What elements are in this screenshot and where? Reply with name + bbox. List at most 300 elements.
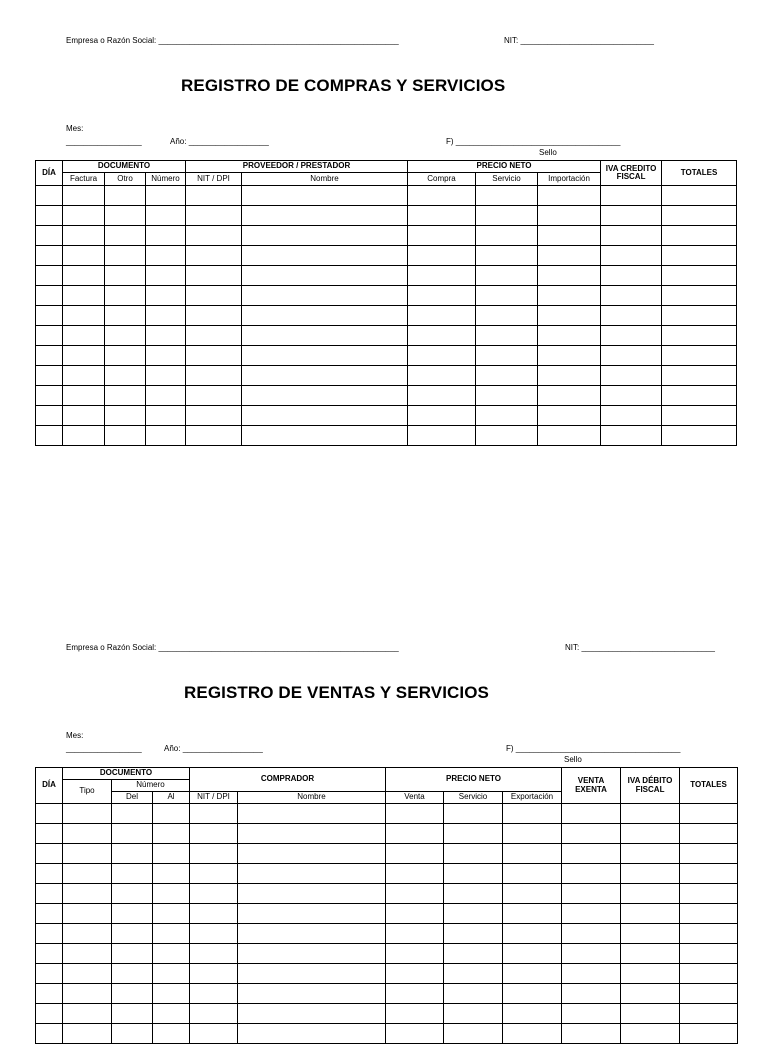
- ventas-table-cell[interactable]: [680, 1024, 738, 1044]
- ventas-table-cell[interactable]: [680, 804, 738, 824]
- ventas-table-cell[interactable]: [190, 844, 238, 864]
- ventas-table-cell[interactable]: [444, 984, 503, 1004]
- compras-table-cell[interactable]: [36, 346, 63, 366]
- ventas-table-cell[interactable]: [444, 924, 503, 944]
- ventas-table-cell[interactable]: [36, 984, 63, 1004]
- compras-table-cell[interactable]: [476, 306, 538, 326]
- compras-table-cell[interactable]: [662, 226, 737, 246]
- compras-table-cell[interactable]: [662, 386, 737, 406]
- compras-table-cell[interactable]: [105, 246, 146, 266]
- compras-table-cell[interactable]: [242, 386, 408, 406]
- ventas-table-cell[interactable]: [190, 964, 238, 984]
- compras-table-cell[interactable]: [63, 346, 105, 366]
- compras-table-cell[interactable]: [538, 406, 601, 426]
- ventas-table-cell[interactable]: [112, 964, 153, 984]
- ventas-table-cell[interactable]: [63, 824, 112, 844]
- compras-table-cell[interactable]: [538, 286, 601, 306]
- compras-table-cell[interactable]: [36, 306, 63, 326]
- ventas-table-cell[interactable]: [63, 944, 112, 964]
- ventas-table-cell[interactable]: [63, 1004, 112, 1024]
- ventas-table-cell[interactable]: [190, 824, 238, 844]
- ventas-table-cell[interactable]: [190, 904, 238, 924]
- compras-table-cell[interactable]: [186, 226, 242, 246]
- compras-table-cell[interactable]: [538, 326, 601, 346]
- compras-table-cell[interactable]: [146, 326, 186, 346]
- ventas-table-cell[interactable]: [503, 984, 562, 1004]
- compras-table-cell[interactable]: [105, 426, 146, 446]
- ventas-table-cell[interactable]: [63, 984, 112, 1004]
- compras-table-cell[interactable]: [63, 326, 105, 346]
- compras-table-cell[interactable]: [146, 366, 186, 386]
- compras-table-cell[interactable]: [408, 266, 476, 286]
- compras-table-cell[interactable]: [476, 346, 538, 366]
- ventas-table-cell[interactable]: [503, 964, 562, 984]
- compras-table-cell[interactable]: [408, 406, 476, 426]
- ventas-table-cell[interactable]: [621, 964, 680, 984]
- compras-table-cell[interactable]: [146, 346, 186, 366]
- ventas-table-cell[interactable]: [444, 1024, 503, 1044]
- compras-table-cell[interactable]: [601, 366, 662, 386]
- compras-table-cell[interactable]: [476, 426, 538, 446]
- ventas-table-cell[interactable]: [680, 944, 738, 964]
- compras-table-cell[interactable]: [662, 206, 737, 226]
- ventas-table-cell[interactable]: [36, 904, 63, 924]
- compras-table-cell[interactable]: [63, 266, 105, 286]
- ventas-table-cell[interactable]: [680, 844, 738, 864]
- compras-table-cell[interactable]: [476, 266, 538, 286]
- compras-table-cell[interactable]: [186, 346, 242, 366]
- compras-table-cell[interactable]: [105, 386, 146, 406]
- ventas-table-cell[interactable]: [190, 884, 238, 904]
- ventas-table-cell[interactable]: [36, 924, 63, 944]
- compras-table-cell[interactable]: [408, 426, 476, 446]
- compras-table-cell[interactable]: [36, 266, 63, 286]
- ventas-table-cell[interactable]: [444, 824, 503, 844]
- compras-table-cell[interactable]: [601, 186, 662, 206]
- compras-table-cell[interactable]: [662, 426, 737, 446]
- ventas-table-cell[interactable]: [238, 984, 386, 1004]
- ventas-table-cell[interactable]: [680, 884, 738, 904]
- ventas-table-cell[interactable]: [112, 864, 153, 884]
- ventas-table-cell[interactable]: [190, 1024, 238, 1044]
- ventas-table-cell[interactable]: [36, 824, 63, 844]
- ventas-table-cell[interactable]: [112, 844, 153, 864]
- compras-table-cell[interactable]: [476, 326, 538, 346]
- ventas-table-cell[interactable]: [63, 864, 112, 884]
- compras-mes-field[interactable]: _________________: [66, 137, 142, 146]
- compras-table-cell[interactable]: [476, 406, 538, 426]
- ventas-table-cell[interactable]: [386, 864, 444, 884]
- ventas-table-cell[interactable]: [562, 804, 621, 824]
- ventas-anio-field[interactable]: __________________: [182, 744, 263, 753]
- ventas-table-cell[interactable]: [238, 804, 386, 824]
- ventas-table-cell[interactable]: [112, 884, 153, 904]
- compras-table-cell[interactable]: [662, 246, 737, 266]
- compras-table-cell[interactable]: [242, 406, 408, 426]
- compras-table-cell[interactable]: [601, 306, 662, 326]
- ventas-table-cell[interactable]: [503, 824, 562, 844]
- ventas-table-cell[interactable]: [36, 804, 63, 824]
- compras-table-cell[interactable]: [186, 326, 242, 346]
- compras-table-cell[interactable]: [63, 406, 105, 426]
- compras-table-cell[interactable]: [146, 286, 186, 306]
- compras-table-cell[interactable]: [662, 406, 737, 426]
- ventas-table-cell[interactable]: [562, 984, 621, 1004]
- compras-table-cell[interactable]: [242, 326, 408, 346]
- compras-table-cell[interactable]: [662, 266, 737, 286]
- ventas-table-cell[interactable]: [63, 844, 112, 864]
- ventas-table-cell[interactable]: [386, 904, 444, 924]
- ventas-table-cell[interactable]: [503, 904, 562, 924]
- ventas-table-cell[interactable]: [562, 824, 621, 844]
- compras-table-cell[interactable]: [36, 286, 63, 306]
- compras-table-cell[interactable]: [146, 306, 186, 326]
- ventas-table-cell[interactable]: [503, 1004, 562, 1024]
- compras-table-cell[interactable]: [36, 326, 63, 346]
- ventas-table-cell[interactable]: [503, 844, 562, 864]
- compras-table-cell[interactable]: [476, 366, 538, 386]
- ventas-table-cell[interactable]: [153, 864, 190, 884]
- ventas-table-cell[interactable]: [190, 804, 238, 824]
- ventas-table-cell[interactable]: [190, 944, 238, 964]
- compras-table-cell[interactable]: [146, 406, 186, 426]
- ventas-table-cell[interactable]: [238, 864, 386, 884]
- ventas-table-cell[interactable]: [153, 984, 190, 1004]
- compras-empresa-field[interactable]: ______________________________________________________: [158, 36, 399, 45]
- ventas-table-cell[interactable]: [503, 884, 562, 904]
- compras-table-cell[interactable]: [146, 226, 186, 246]
- compras-table-cell[interactable]: [242, 266, 408, 286]
- compras-table-cell[interactable]: [186, 426, 242, 446]
- ventas-table-cell[interactable]: [621, 904, 680, 924]
- ventas-table-cell[interactable]: [190, 864, 238, 884]
- ventas-table-cell[interactable]: [444, 964, 503, 984]
- ventas-table-cell[interactable]: [386, 944, 444, 964]
- compras-table-cell[interactable]: [186, 386, 242, 406]
- ventas-table-cell[interactable]: [386, 1004, 444, 1024]
- ventas-table-cell[interactable]: [386, 804, 444, 824]
- ventas-table-cell[interactable]: [680, 864, 738, 884]
- ventas-table-cell[interactable]: [621, 1024, 680, 1044]
- ventas-table-cell[interactable]: [36, 1024, 63, 1044]
- compras-table-cell[interactable]: [36, 186, 63, 206]
- compras-table-cell[interactable]: [105, 186, 146, 206]
- ventas-table-cell[interactable]: [621, 824, 680, 844]
- compras-table-cell[interactable]: [408, 206, 476, 226]
- ventas-table-cell[interactable]: [36, 884, 63, 904]
- compras-table-cell[interactable]: [476, 246, 538, 266]
- compras-table-cell[interactable]: [63, 246, 105, 266]
- ventas-table-cell[interactable]: [238, 964, 386, 984]
- ventas-table-cell[interactable]: [238, 884, 386, 904]
- ventas-table-cell[interactable]: [238, 1004, 386, 1024]
- ventas-table-cell[interactable]: [621, 884, 680, 904]
- ventas-table-cell[interactable]: [562, 924, 621, 944]
- compras-table-cell[interactable]: [36, 426, 63, 446]
- ventas-table-cell[interactable]: [562, 1024, 621, 1044]
- ventas-table-cell[interactable]: [680, 824, 738, 844]
- compras-table-cell[interactable]: [538, 266, 601, 286]
- ventas-table-cell[interactable]: [621, 864, 680, 884]
- ventas-table-cell[interactable]: [503, 804, 562, 824]
- ventas-table-cell[interactable]: [444, 864, 503, 884]
- compras-table-cell[interactable]: [662, 286, 737, 306]
- header-numero: Número: [112, 780, 190, 792]
- compras-table-cell[interactable]: [662, 326, 737, 346]
- compras-table-cell[interactable]: [601, 246, 662, 266]
- ventas-table-cell[interactable]: [444, 884, 503, 904]
- ventas-table-cell[interactable]: [562, 1004, 621, 1024]
- compras-firma-label: F): [446, 137, 454, 146]
- compras-table-cell[interactable]: [242, 306, 408, 326]
- ventas-table-cell[interactable]: [112, 1004, 153, 1024]
- ventas-table-cell[interactable]: [503, 864, 562, 884]
- compras-table-cell[interactable]: [601, 406, 662, 426]
- compras-table-cell[interactable]: [476, 386, 538, 406]
- compras-table-cell[interactable]: [105, 366, 146, 386]
- ventas-table-cell[interactable]: [562, 904, 621, 924]
- ventas-table-cell[interactable]: [562, 844, 621, 864]
- ventas-table-cell[interactable]: [112, 944, 153, 964]
- compras-table-cell[interactable]: [601, 266, 662, 286]
- ventas-table-cell[interactable]: [621, 924, 680, 944]
- compras-table-cell[interactable]: [476, 226, 538, 246]
- compras-table-cell[interactable]: [408, 346, 476, 366]
- compras-table-cell[interactable]: [601, 346, 662, 366]
- compras-table-cell[interactable]: [186, 186, 242, 206]
- ventas-table-cell[interactable]: [36, 964, 63, 984]
- ventas-table-cell[interactable]: [503, 924, 562, 944]
- ventas-table-cell[interactable]: [63, 904, 112, 924]
- ventas-table-cell[interactable]: [153, 924, 190, 944]
- compras-table-cell[interactable]: [186, 286, 242, 306]
- compras-table-cell[interactable]: [186, 246, 242, 266]
- compras-table-cell[interactable]: [146, 426, 186, 446]
- ventas-table-cell[interactable]: [386, 964, 444, 984]
- ventas-table-cell[interactable]: [386, 924, 444, 944]
- compras-table-cell[interactable]: [662, 186, 737, 206]
- compras-table-cell[interactable]: [186, 306, 242, 326]
- ventas-table-cell[interactable]: [238, 824, 386, 844]
- compras-table-cell[interactable]: [63, 226, 105, 246]
- compras-table-cell[interactable]: [36, 366, 63, 386]
- ventas-table-cell[interactable]: [386, 844, 444, 864]
- ventas-table-cell[interactable]: [562, 884, 621, 904]
- ventas-table-cell[interactable]: [112, 924, 153, 944]
- compras-table-cell[interactable]: [105, 326, 146, 346]
- ventas-table-cell[interactable]: [63, 884, 112, 904]
- compras-table-cell[interactable]: [538, 306, 601, 326]
- compras-table-cell[interactable]: [242, 186, 408, 206]
- ventas-empresa-field[interactable]: ______________________________________________________: [158, 643, 399, 652]
- compras-table-cell[interactable]: [105, 406, 146, 426]
- ventas-nit-field[interactable]: ______________________________: [581, 643, 715, 652]
- compras-table-cell[interactable]: [601, 226, 662, 246]
- compras-table-cell[interactable]: [408, 186, 476, 206]
- ventas-table-cell[interactable]: [386, 1024, 444, 1044]
- ventas-table-cell[interactable]: [190, 984, 238, 1004]
- compras-table-cell[interactable]: [186, 406, 242, 426]
- ventas-table-cell[interactable]: [36, 944, 63, 964]
- compras-table-cell[interactable]: [408, 326, 476, 346]
- ventas-table-cell[interactable]: [238, 1024, 386, 1044]
- ventas-table-cell[interactable]: [112, 1024, 153, 1044]
- compras-table-cell[interactable]: [63, 186, 105, 206]
- ventas-table-cell[interactable]: [680, 1004, 738, 1024]
- ventas-table-cell[interactable]: [386, 824, 444, 844]
- ventas-table-cell[interactable]: [562, 944, 621, 964]
- compras-table-cell[interactable]: [186, 366, 242, 386]
- ventas-table-cell[interactable]: [36, 844, 63, 864]
- compras-table-cell[interactable]: [36, 206, 63, 226]
- compras-table-cell[interactable]: [538, 366, 601, 386]
- compras-table-cell[interactable]: [146, 386, 186, 406]
- compras-table-cell[interactable]: [538, 346, 601, 366]
- ventas-table-cell[interactable]: [190, 924, 238, 944]
- ventas-table-cell[interactable]: [503, 1024, 562, 1044]
- ventas-table-cell[interactable]: [63, 804, 112, 824]
- compras-table-cell[interactable]: [105, 206, 146, 226]
- compras-table-cell[interactable]: [538, 386, 601, 406]
- compras-table-cell[interactable]: [105, 266, 146, 286]
- compras-table-cell[interactable]: [63, 206, 105, 226]
- compras-table-cell[interactable]: [105, 346, 146, 366]
- ventas-table-cell[interactable]: [112, 904, 153, 924]
- compras-table-cell[interactable]: [242, 366, 408, 386]
- compras-table-cell[interactable]: [662, 306, 737, 326]
- ventas-table-cell[interactable]: [680, 984, 738, 1004]
- compras-table-cell[interactable]: [408, 386, 476, 406]
- ventas-table-cell[interactable]: [63, 924, 112, 944]
- header-dia: DÍA: [36, 161, 63, 186]
- ventas-table-cell[interactable]: [386, 884, 444, 904]
- compras-table-cell[interactable]: [242, 346, 408, 366]
- compras-table-cell[interactable]: [105, 226, 146, 246]
- compras-table-cell[interactable]: [538, 206, 601, 226]
- ventas-table-cell[interactable]: [444, 1004, 503, 1024]
- compras-table-cell[interactable]: [105, 286, 146, 306]
- ventas-table-cell[interactable]: [63, 964, 112, 984]
- compras-table-cell[interactable]: [408, 286, 476, 306]
- compras-table-cell[interactable]: [408, 366, 476, 386]
- ventas-table-cell[interactable]: [238, 924, 386, 944]
- compras-table-cell[interactable]: [476, 186, 538, 206]
- ventas-table-cell[interactable]: [621, 1004, 680, 1024]
- compras-table-cell[interactable]: [601, 286, 662, 306]
- compras-table-cell[interactable]: [146, 186, 186, 206]
- compras-table-cell[interactable]: [242, 246, 408, 266]
- ventas-table-cell[interactable]: [444, 804, 503, 824]
- compras-table-cell[interactable]: [538, 246, 601, 266]
- ventas-table-cell[interactable]: [621, 804, 680, 824]
- ventas-table-cell[interactable]: [153, 804, 190, 824]
- ventas-table-cell[interactable]: [503, 944, 562, 964]
- compras-table-cell[interactable]: [242, 206, 408, 226]
- compras-table-cell[interactable]: [476, 286, 538, 306]
- ventas-table-cell[interactable]: [238, 904, 386, 924]
- ventas-table-cell[interactable]: [112, 804, 153, 824]
- ventas-table-cell[interactable]: [680, 924, 738, 944]
- compras-table-cell[interactable]: [36, 406, 63, 426]
- ventas-table-cell[interactable]: [153, 884, 190, 904]
- compras-table-cell[interactable]: [36, 226, 63, 246]
- compras-table-cell[interactable]: [662, 346, 737, 366]
- ventas-table-cell[interactable]: [190, 1004, 238, 1024]
- ventas-table-cell[interactable]: [153, 904, 190, 924]
- ventas-mes-field[interactable]: _________________: [66, 744, 142, 753]
- ventas-table-cell[interactable]: [680, 964, 738, 984]
- ventas-table-cell[interactable]: [153, 844, 190, 864]
- ventas-table-cell[interactable]: [36, 864, 63, 884]
- ventas-table-cell[interactable]: [621, 984, 680, 1004]
- ventas-firma-field[interactable]: _____________________________________: [515, 744, 681, 753]
- compras-table-cell[interactable]: [408, 306, 476, 326]
- compras-table-cell[interactable]: [242, 226, 408, 246]
- compras-table-cell[interactable]: [63, 286, 105, 306]
- compras-table-cell[interactable]: [601, 326, 662, 346]
- ventas-table-cell[interactable]: [238, 944, 386, 964]
- compras-table-cell[interactable]: [662, 366, 737, 386]
- compras-table-cell[interactable]: [408, 246, 476, 266]
- ventas-table-cell[interactable]: [112, 824, 153, 844]
- compras-table-cell[interactable]: [476, 206, 538, 226]
- compras-table-cell[interactable]: [146, 246, 186, 266]
- compras-table-cell[interactable]: [538, 426, 601, 446]
- ventas-table-cell[interactable]: [153, 824, 190, 844]
- compras-table-cell[interactable]: [242, 426, 408, 446]
- compras-table-cell[interactable]: [242, 286, 408, 306]
- compras-table-cell[interactable]: [601, 386, 662, 406]
- ventas-table-cell[interactable]: [562, 964, 621, 984]
- ventas-table-cell[interactable]: [680, 904, 738, 924]
- compras-table-cell[interactable]: [601, 206, 662, 226]
- compras-table-cell[interactable]: [601, 426, 662, 446]
- ventas-table-cell[interactable]: [444, 944, 503, 964]
- compras-table-cell[interactable]: [408, 226, 476, 246]
- ventas-table-cell[interactable]: [621, 944, 680, 964]
- ventas-table-cell[interactable]: [153, 944, 190, 964]
- compras-nit-field[interactable]: ______________________________: [520, 36, 654, 45]
- ventas-table-cell[interactable]: [63, 1024, 112, 1044]
- compras-firma-field[interactable]: _____________________________________: [455, 137, 621, 146]
- ventas-table-cell[interactable]: [386, 984, 444, 1004]
- compras-table-cell[interactable]: [63, 386, 105, 406]
- compras-table-cell[interactable]: [538, 186, 601, 206]
- compras-table-cell[interactable]: [63, 306, 105, 326]
- ventas-table-cell[interactable]: [153, 1004, 190, 1024]
- compras-table-cell[interactable]: [186, 206, 242, 226]
- compras-table-cell[interactable]: [146, 206, 186, 226]
- ventas-table-cell[interactable]: [238, 844, 386, 864]
- ventas-table-cell[interactable]: [621, 844, 680, 864]
- ventas-table-cell[interactable]: [444, 844, 503, 864]
- ventas-table-cell[interactable]: [444, 904, 503, 924]
- compras-table-cell[interactable]: [36, 246, 63, 266]
- compras-table-cell[interactable]: [186, 266, 242, 286]
- compras-table-cell[interactable]: [36, 386, 63, 406]
- compras-table-cell[interactable]: [105, 306, 146, 326]
- compras-anio-field[interactable]: __________________: [188, 137, 269, 146]
- compras-table-cell[interactable]: [63, 366, 105, 386]
- ventas-table-cell[interactable]: [36, 1004, 63, 1024]
- compras-table-cell[interactable]: [538, 226, 601, 246]
- ventas-table-cell[interactable]: [562, 864, 621, 884]
- compras-table-cell[interactable]: [63, 426, 105, 446]
- compras-table-cell[interactable]: [146, 266, 186, 286]
- ventas-table-cell[interactable]: [153, 1024, 190, 1044]
- ventas-table-cell[interactable]: [112, 984, 153, 1004]
- ventas-table-cell[interactable]: [153, 964, 190, 984]
